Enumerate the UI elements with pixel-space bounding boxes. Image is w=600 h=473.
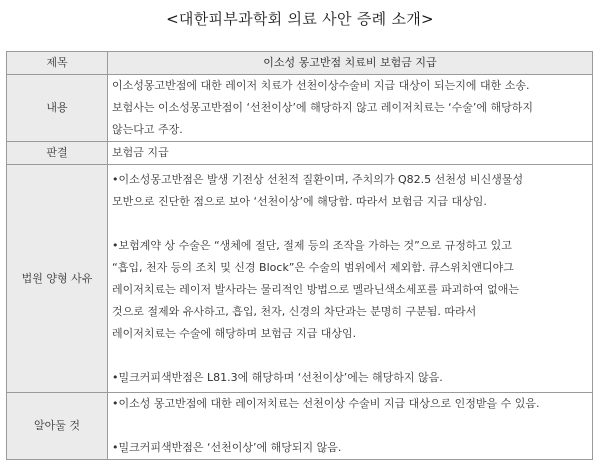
content-line: 보험사는 이소성몽고반점이 ‘선천이상’에 해당하지 않고 레이저치료는 ‘수술’에 해당하지 (112, 101, 533, 114)
title-label: 제목 (7, 52, 108, 75)
notes-label: 알아둘 것 (7, 393, 108, 460)
row-judgment (7, 142, 593, 165)
page-title: <대한피부과학회 의료 사안 증례 소개> (166, 10, 434, 28)
case-table (6, 51, 593, 460)
content-line: 이소성몽고반점에 대한 레이저 치료가 선천이상수술비 지급 대상이 되는지에 대한 소송. (112, 79, 530, 92)
row-notes (7, 393, 593, 460)
row-content (7, 75, 593, 142)
reasons-label: 법원 양형 사유 (7, 165, 108, 393)
title-value: 이소성 몽고반점 치료비 보험금 지급 (108, 52, 593, 75)
reason-line: •이소성몽고반점은 발생 기전상 선천적 질환이며, 주치의가 Q82.5 선천성 비신생물성 (112, 172, 524, 186)
notes-value (108, 393, 593, 460)
content-label: 내용 (7, 75, 108, 142)
reason-line: 것으로 절제와 유사하고, 흡입, 천자, 신경의 차단과는 분명히 구분됨. 따라서 (112, 304, 477, 318)
content-value (108, 75, 593, 142)
row-reasons (7, 165, 593, 393)
content-line: 않는다고 주장. (112, 123, 183, 136)
reason-line: •밀크커피색반점은 L81.3에 해당하며 ‘선천이상’에는 해당하지 않음. (112, 370, 443, 384)
judgment-label: 판결 (7, 142, 108, 165)
reason-line: 모반으로 진단한 점으로 보아 ‘선천이상’에 해당함. 따라서 보험금 지급 대상임. (112, 194, 487, 208)
reason-line: •보험계약 상 수술은 “생체에 절단, 절제 등의 조작을 가하는 것”으로 규정하고 있고 (112, 238, 512, 252)
reason-line: 레이저치료는 수술에 해당하며 보험금 지급 대상임. (112, 326, 357, 340)
note-line: •이소성 몽고반점에 대한 레이저치료는 선천이상 수술비 지급 대상으로 인정받을 수 있음. (112, 397, 540, 410)
note-line: •밀크커피색반점은 ‘선천이상’에 해당되지 않음. (112, 441, 342, 454)
reason-line: “흡입, 천자 등의 조치 및 신경 Block”은 수술의 범위에서 제외함. 큐스위치앤디야그 (112, 260, 514, 274)
row-title (7, 52, 593, 75)
reasons-value (108, 165, 593, 393)
judgment-value: 보험금 지급 (108, 142, 593, 165)
reason-line: 레이저치료는 레이저 발사라는 물리적인 방법으로 멜라닌색소세포를 파괴하여 없애는 (112, 282, 520, 296)
